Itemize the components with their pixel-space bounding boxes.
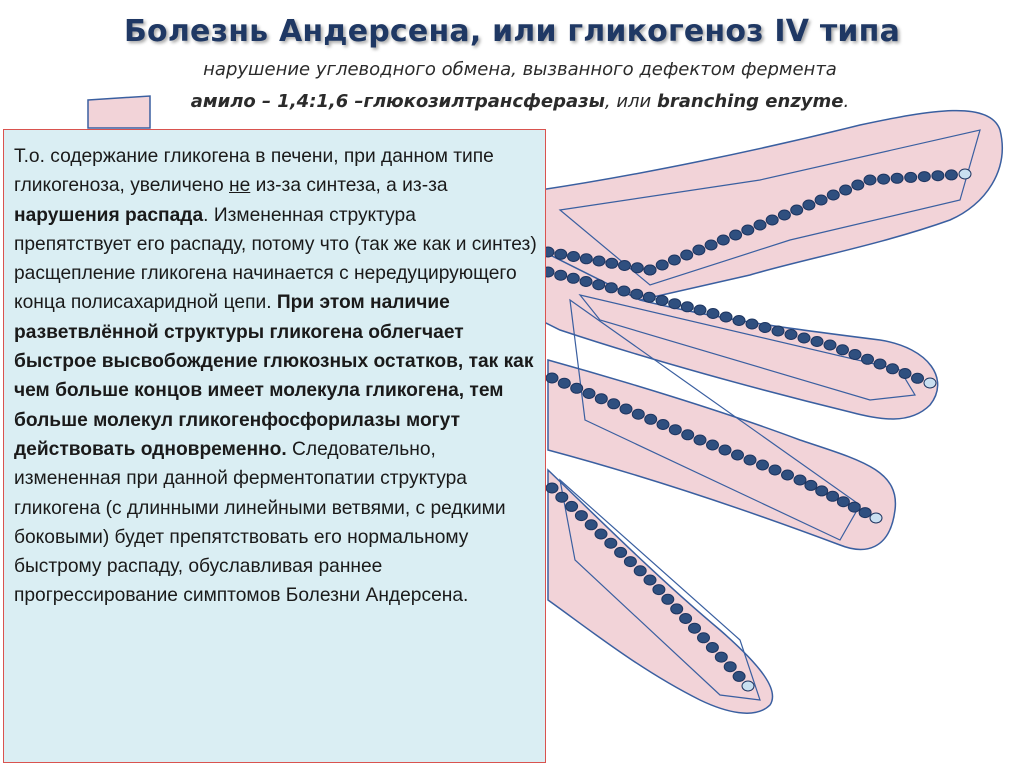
glucose-residue (583, 389, 595, 399)
slide-subtitle (150, 54, 890, 118)
glucose-residue (798, 333, 810, 343)
chain-end-residue (742, 681, 754, 691)
glucose-residue (546, 483, 558, 493)
glucose-residue (680, 614, 692, 624)
subtitle-end: . (843, 91, 850, 112)
branch-outline (88, 96, 150, 128)
glucose-residue (606, 258, 618, 268)
subtitle-or: , или (604, 91, 657, 112)
glucose-residue (705, 240, 717, 250)
glucose-residue (778, 210, 790, 220)
glucose-residue (671, 604, 683, 614)
glucose-residue (754, 220, 766, 230)
text-underlined-not: не (229, 175, 251, 197)
glucose-residue (656, 296, 668, 306)
glucose-residue (595, 529, 607, 539)
glucose-residue (746, 319, 758, 329)
glucose-residue (605, 538, 617, 548)
enzyme-name: амило – 1,4:1,6 –глюкозилтрансферазы (190, 91, 605, 112)
glucose-residue (744, 455, 756, 465)
glucose-residue (887, 364, 899, 374)
glucose-residue (656, 260, 668, 270)
glucose-residue (694, 435, 706, 445)
glucose-residue (662, 594, 674, 604)
glucose-residue (593, 280, 605, 290)
glucose-residue (546, 373, 558, 383)
glucose-residue (724, 662, 736, 672)
slide-title: Болезнь Андерсена, или гликогеноз IV типа (123, 14, 901, 49)
glucose-residue (555, 249, 567, 259)
glucose-residue (757, 460, 769, 470)
glucose-residue (759, 323, 771, 333)
glucose-residue (595, 394, 607, 404)
glucose-residue (827, 190, 839, 200)
glucose-residue (891, 173, 903, 183)
glucose-residue (837, 345, 849, 355)
enzyme-name-en: branching enzyme (656, 91, 844, 112)
glucose-residue (631, 289, 643, 299)
glucose-residue (932, 171, 944, 181)
glucose-residue (848, 502, 860, 512)
glucose-residue (632, 409, 644, 419)
glucose-residue (634, 566, 646, 576)
glucose-residue (733, 316, 745, 326)
glucose-residue (644, 575, 656, 585)
glucose-residue (669, 425, 681, 435)
chain-end-residue (924, 378, 936, 388)
glucose-residue (575, 511, 587, 521)
glucose-residue (878, 174, 890, 184)
subtitle-line2 (150, 86, 890, 118)
glucose-residue (643, 292, 655, 302)
glucose-residue (681, 302, 693, 312)
subtitle-line1: нарушение углеводного обмена, вызванного дефектом фермента (203, 59, 837, 80)
glucose-residue (618, 286, 630, 296)
glucose-residue (769, 465, 781, 475)
glucose-residue (620, 404, 632, 414)
glucose-residue (766, 215, 778, 225)
text-bold-branching: При этом наличие разветвлённой структуры гликогена облегчает быстрое высвобождение глюкозных остатков, так как чем больше концов имеет молекула гликогена, тем больше молекул гликогенфосфорилазы могут действовать одновременно. (14, 292, 534, 460)
glucose-residue (681, 250, 693, 260)
glucose-residue (682, 430, 694, 440)
glucose-residue (852, 180, 864, 190)
glucose-residue (608, 399, 620, 409)
glucose-residue (558, 378, 570, 388)
glucose-residue (803, 200, 815, 210)
glucose-residue (657, 420, 669, 430)
glucose-residue (580, 254, 592, 264)
glucose-residue (772, 326, 784, 336)
glucose-residue (631, 263, 643, 273)
glucose-residue (730, 230, 742, 240)
text-part-3: . Измененная структура препятствует его распаду, потому что (так же как и синтез) расщепление гликогена начинается с нередуцирующего конца полисахаридной цепи. (14, 204, 537, 314)
glucose-residue (593, 256, 605, 266)
glucose-residue (555, 270, 567, 280)
glucose-residue (568, 252, 580, 262)
glucose-residue (859, 508, 871, 518)
glucose-residue (840, 185, 852, 195)
glucose-residue (615, 547, 627, 557)
glucose-residue (720, 312, 732, 322)
text-part-2: из-за синтеза, а из-за (250, 175, 448, 197)
glucose-residue (719, 445, 731, 455)
glucose-residue (717, 235, 729, 245)
explanation-textbox (3, 129, 546, 763)
glucose-residue (899, 369, 911, 379)
glucose-residue (645, 414, 657, 424)
glucose-residue (669, 299, 681, 309)
glucose-residue (811, 337, 823, 347)
glucose-residue (707, 440, 719, 450)
chain-end-residue (959, 169, 971, 179)
glucose-residue (864, 175, 876, 185)
glucose-residue (837, 497, 849, 507)
glucose-residue (918, 172, 930, 182)
glucose-residue (693, 245, 705, 255)
glucose-residue (791, 205, 803, 215)
glucose-residue (816, 486, 828, 496)
chain-end-residue (870, 513, 882, 523)
glucose-residue (694, 305, 706, 315)
glucose-residue (644, 265, 656, 275)
text-part-4: Следовательно, измененная при данной ферментопатии структура гликогена (с длинными линейными ветвями, с редкими боковыми) будет препятствовать его нормальному быстрому распаду, обуславливая раннее прогрессирование симптомов Болезни Андерсена. (14, 438, 506, 607)
glucose-residue (733, 671, 745, 681)
glucose-residue (715, 652, 727, 662)
glucose-residue (805, 480, 817, 490)
glucose-residue (827, 491, 839, 501)
glucose-residue (849, 350, 861, 360)
glucose-residue (794, 475, 806, 485)
glucose-residue (571, 383, 583, 393)
glucose-residue (815, 195, 827, 205)
branch-outline (540, 111, 1002, 300)
text-bold-breakdown: нарушения распада (14, 204, 204, 226)
glucose-residue (862, 354, 874, 364)
glucose-residue (567, 273, 579, 283)
glucose-residue (785, 330, 797, 340)
glucose-residue (668, 255, 680, 265)
glucose-residue (689, 623, 701, 633)
glucose-residue (619, 261, 631, 271)
glucose-residue (905, 172, 917, 182)
glucose-residue (874, 359, 886, 369)
glucose-residue (698, 633, 710, 643)
glucose-residue (707, 309, 719, 319)
glucose-residue (782, 470, 794, 480)
glucose-residue (706, 643, 718, 653)
text-part-1: Т.о. содержание гликогена в печени, при данном типе гликогеноза, увеличено (14, 146, 494, 197)
glucose-residue (624, 557, 636, 567)
glucose-residue (580, 277, 592, 287)
glucose-residue (653, 585, 665, 595)
glucose-residue (742, 225, 754, 235)
glucose-residue (912, 373, 924, 383)
glucose-residue (556, 492, 568, 502)
glucose-residue (605, 283, 617, 293)
glucose-residue (945, 170, 957, 180)
glucose-residue (585, 520, 597, 530)
glucose-residue (732, 450, 744, 460)
explanation-text (14, 142, 537, 611)
glucose-residue (824, 340, 836, 350)
glucose-residue (566, 501, 578, 511)
